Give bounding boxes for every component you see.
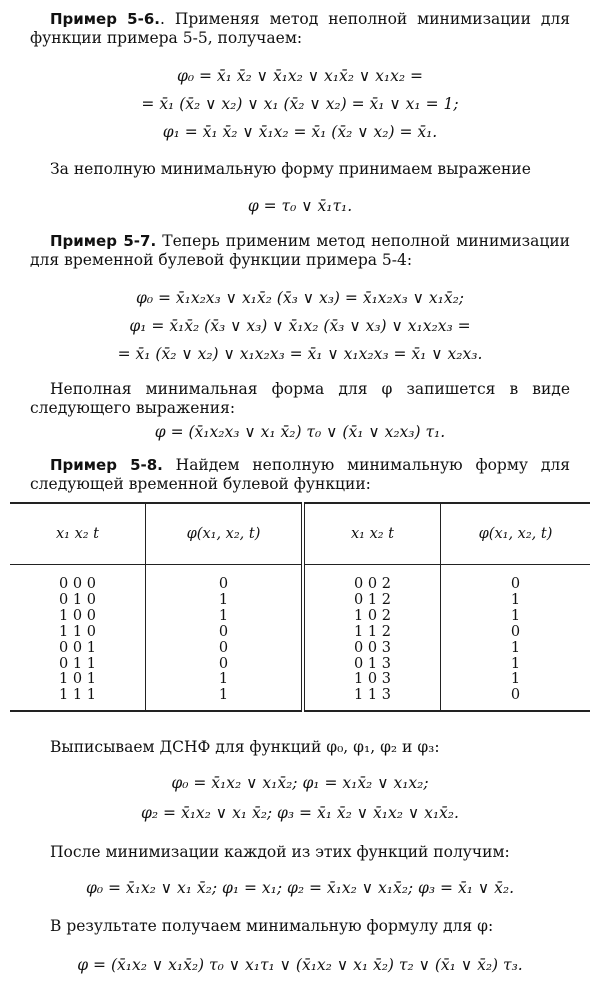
- example-5-7-text: Теперь применим метод неполной минимизации для временной булевой функции примера 5-4:: [30, 232, 570, 269]
- table-cell: 1 0 3: [303, 672, 441, 688]
- paragraph: Выписываем ДСНФ для функций φ₀, φ₁, φ₂ и φ₃:: [50, 738, 440, 756]
- table-cell: 1 0 0: [10, 609, 146, 625]
- table-cell: 1: [510, 591, 521, 608]
- table-cell: 1 1 2: [303, 625, 441, 641]
- column-header: x₁ x₂ t: [303, 503, 441, 565]
- table-cell: 1: [510, 607, 521, 624]
- column-header: φ(x₁, x₂, t): [441, 503, 591, 565]
- table-cell: 0: [146, 565, 304, 593]
- paragraph: За неполную минимальную форму принимаем выражение: [50, 160, 531, 178]
- column-header: x₁ x₂ t: [10, 503, 146, 565]
- example-5-8-paragraph: [30, 456, 570, 494]
- table-row: [10, 609, 590, 625]
- table-row: [10, 641, 590, 657]
- example-5-8-heading: Пример 5-8.: [50, 456, 163, 474]
- example-5-6-paragraph: [30, 10, 570, 48]
- table-row: [10, 625, 590, 641]
- table-cell: 0 0 1: [10, 641, 146, 657]
- table-row: [10, 657, 590, 673]
- paragraph: После минимизации каждой из этих функций получим:: [50, 843, 510, 861]
- table-header-row: [10, 503, 590, 565]
- truth-table: [10, 502, 590, 712]
- table-cell: 1 0 2: [303, 609, 441, 625]
- table-cell: 0 1 3: [303, 657, 441, 673]
- table-cell: 0: [510, 623, 521, 640]
- table-row: [10, 565, 590, 593]
- table-cell: 1: [146, 593, 304, 609]
- equation: φ₀ = x̄₁x₂ ∨ x₁ x̄₂; φ₁ = x₁; φ₂ = x̄₁x₂ ∨ x₁x̄₂; φ₃ = x̄₁ ∨ x̄₂.: [85, 879, 515, 897]
- equation: φ₀ = x̄₁x₂x₃ ∨ x₁x̄₂ (x̄₃ ∨ x₃) = x̄₁x₂x₃ ∨ x₁x̄₂;: [135, 289, 465, 307]
- paragraph: В результате получаем минимальную формулу для φ:: [50, 917, 494, 935]
- equation: φ = τ₀ ∨ x̄₁τ₁.: [247, 197, 353, 215]
- table-cell: 0 1 2: [303, 593, 441, 609]
- paragraph: Неполная минимальная форма для φ запишется в виде следующего выражения:: [30, 380, 570, 417]
- table-cell: 0: [146, 625, 304, 641]
- table-cell: 1 1 3: [303, 688, 441, 711]
- table-cell: 0 0 3: [303, 641, 441, 657]
- example-5-6-text: . Применяя метод неполной минимизации для функции примера 5-5, получаем:: [30, 10, 570, 47]
- example-5-7-heading: Пример 5-7.: [50, 232, 157, 250]
- table-cell: 0 0 2: [303, 565, 441, 593]
- table-cell: 0: [441, 688, 591, 711]
- equation: φ₁ = x̄₁x̄₂ (x̄₃ ∨ x₃) ∨ x̄₁x₂ (x̄₃ ∨ x₃) ∨ x₁x₂x₃ =: [129, 317, 471, 335]
- table-cell: 1: [146, 672, 304, 688]
- equation: φ₁ = x̄₁ x̄₂ ∨ x̄₁x₂ = x̄₁ (x̄₂ ∨ x₂) = x̄₁.: [162, 123, 438, 141]
- table-cell: 1: [510, 655, 521, 672]
- table-cell: 1 1 0: [10, 625, 146, 641]
- table-cell: 1: [146, 688, 304, 711]
- equation: φ₂ = x̄₁x₂ ∨ x₁ x̄₂; φ₃ = x̄₁ x̄₂ ∨ x̄₁x₂ ∨ x₁x̄₂.: [141, 804, 459, 822]
- table-cell: 1: [510, 671, 521, 688]
- table-cell: 1 1 1: [10, 688, 146, 711]
- equation: = x̄₁ (x̄₂ ∨ x₂) ∨ x₁x₂x₃ = x̄₁ ∨ x₁x₂x₃ = x̄₁ ∨ x₂x₃.: [117, 345, 483, 363]
- equation: = x̄₁ (x̄₂ ∨ x₂) ∨ x₁ (x̄₂ ∨ x₂) = x̄₁ ∨ x₁ = 1;: [141, 95, 459, 113]
- example-5-7-paragraph: [30, 232, 570, 270]
- table-cell: 0: [146, 641, 304, 657]
- equation: φ₀ = x̄₁x₂ ∨ x₁x̄₂; φ₁ = x₁x̄₂ ∨ x₁x₂;: [171, 774, 429, 792]
- table-cell: 0 1 0: [10, 593, 146, 609]
- table-cell: 1: [146, 609, 304, 625]
- table-row: [10, 593, 590, 609]
- table-cell: 1 0 1: [10, 672, 146, 688]
- equation: φ = (x̄₁x₂ ∨ x₁x̄₂) τ₀ ∨ x₁τ₁ ∨ (x̄₁x₂ ∨ x₁ x̄₂) τ₂ ∨ (x̄₁ ∨ x̄₂) τ₃.: [77, 956, 523, 974]
- table-cell: 0: [510, 576, 521, 592]
- table-row: [10, 672, 590, 688]
- table-cell: 0: [146, 657, 304, 673]
- column-header: φ(x₁, x₂, t): [146, 503, 304, 565]
- table-cell: 1: [510, 639, 521, 656]
- table-row: [10, 688, 590, 711]
- table-cell: 0 1 1: [10, 657, 146, 673]
- table-cell: 0 0 0: [10, 565, 146, 593]
- equation: φ = (x̄₁x₂x₃ ∨ x₁ x̄₂) τ₀ ∨ (x̄₁ ∨ x₂x₃) τ₁.: [154, 423, 446, 441]
- equation: φ₀ = x̄₁ x̄₂ ∨ x̄₁x₂ ∨ x₁x̄₂ ∨ x₁x₂ =: [177, 67, 423, 85]
- example-5-6-heading: Пример 5-6.: [50, 10, 160, 28]
- example-5-8-text: Найдем неполную минимальную форму для следующей временной булевой функции:: [30, 456, 570, 493]
